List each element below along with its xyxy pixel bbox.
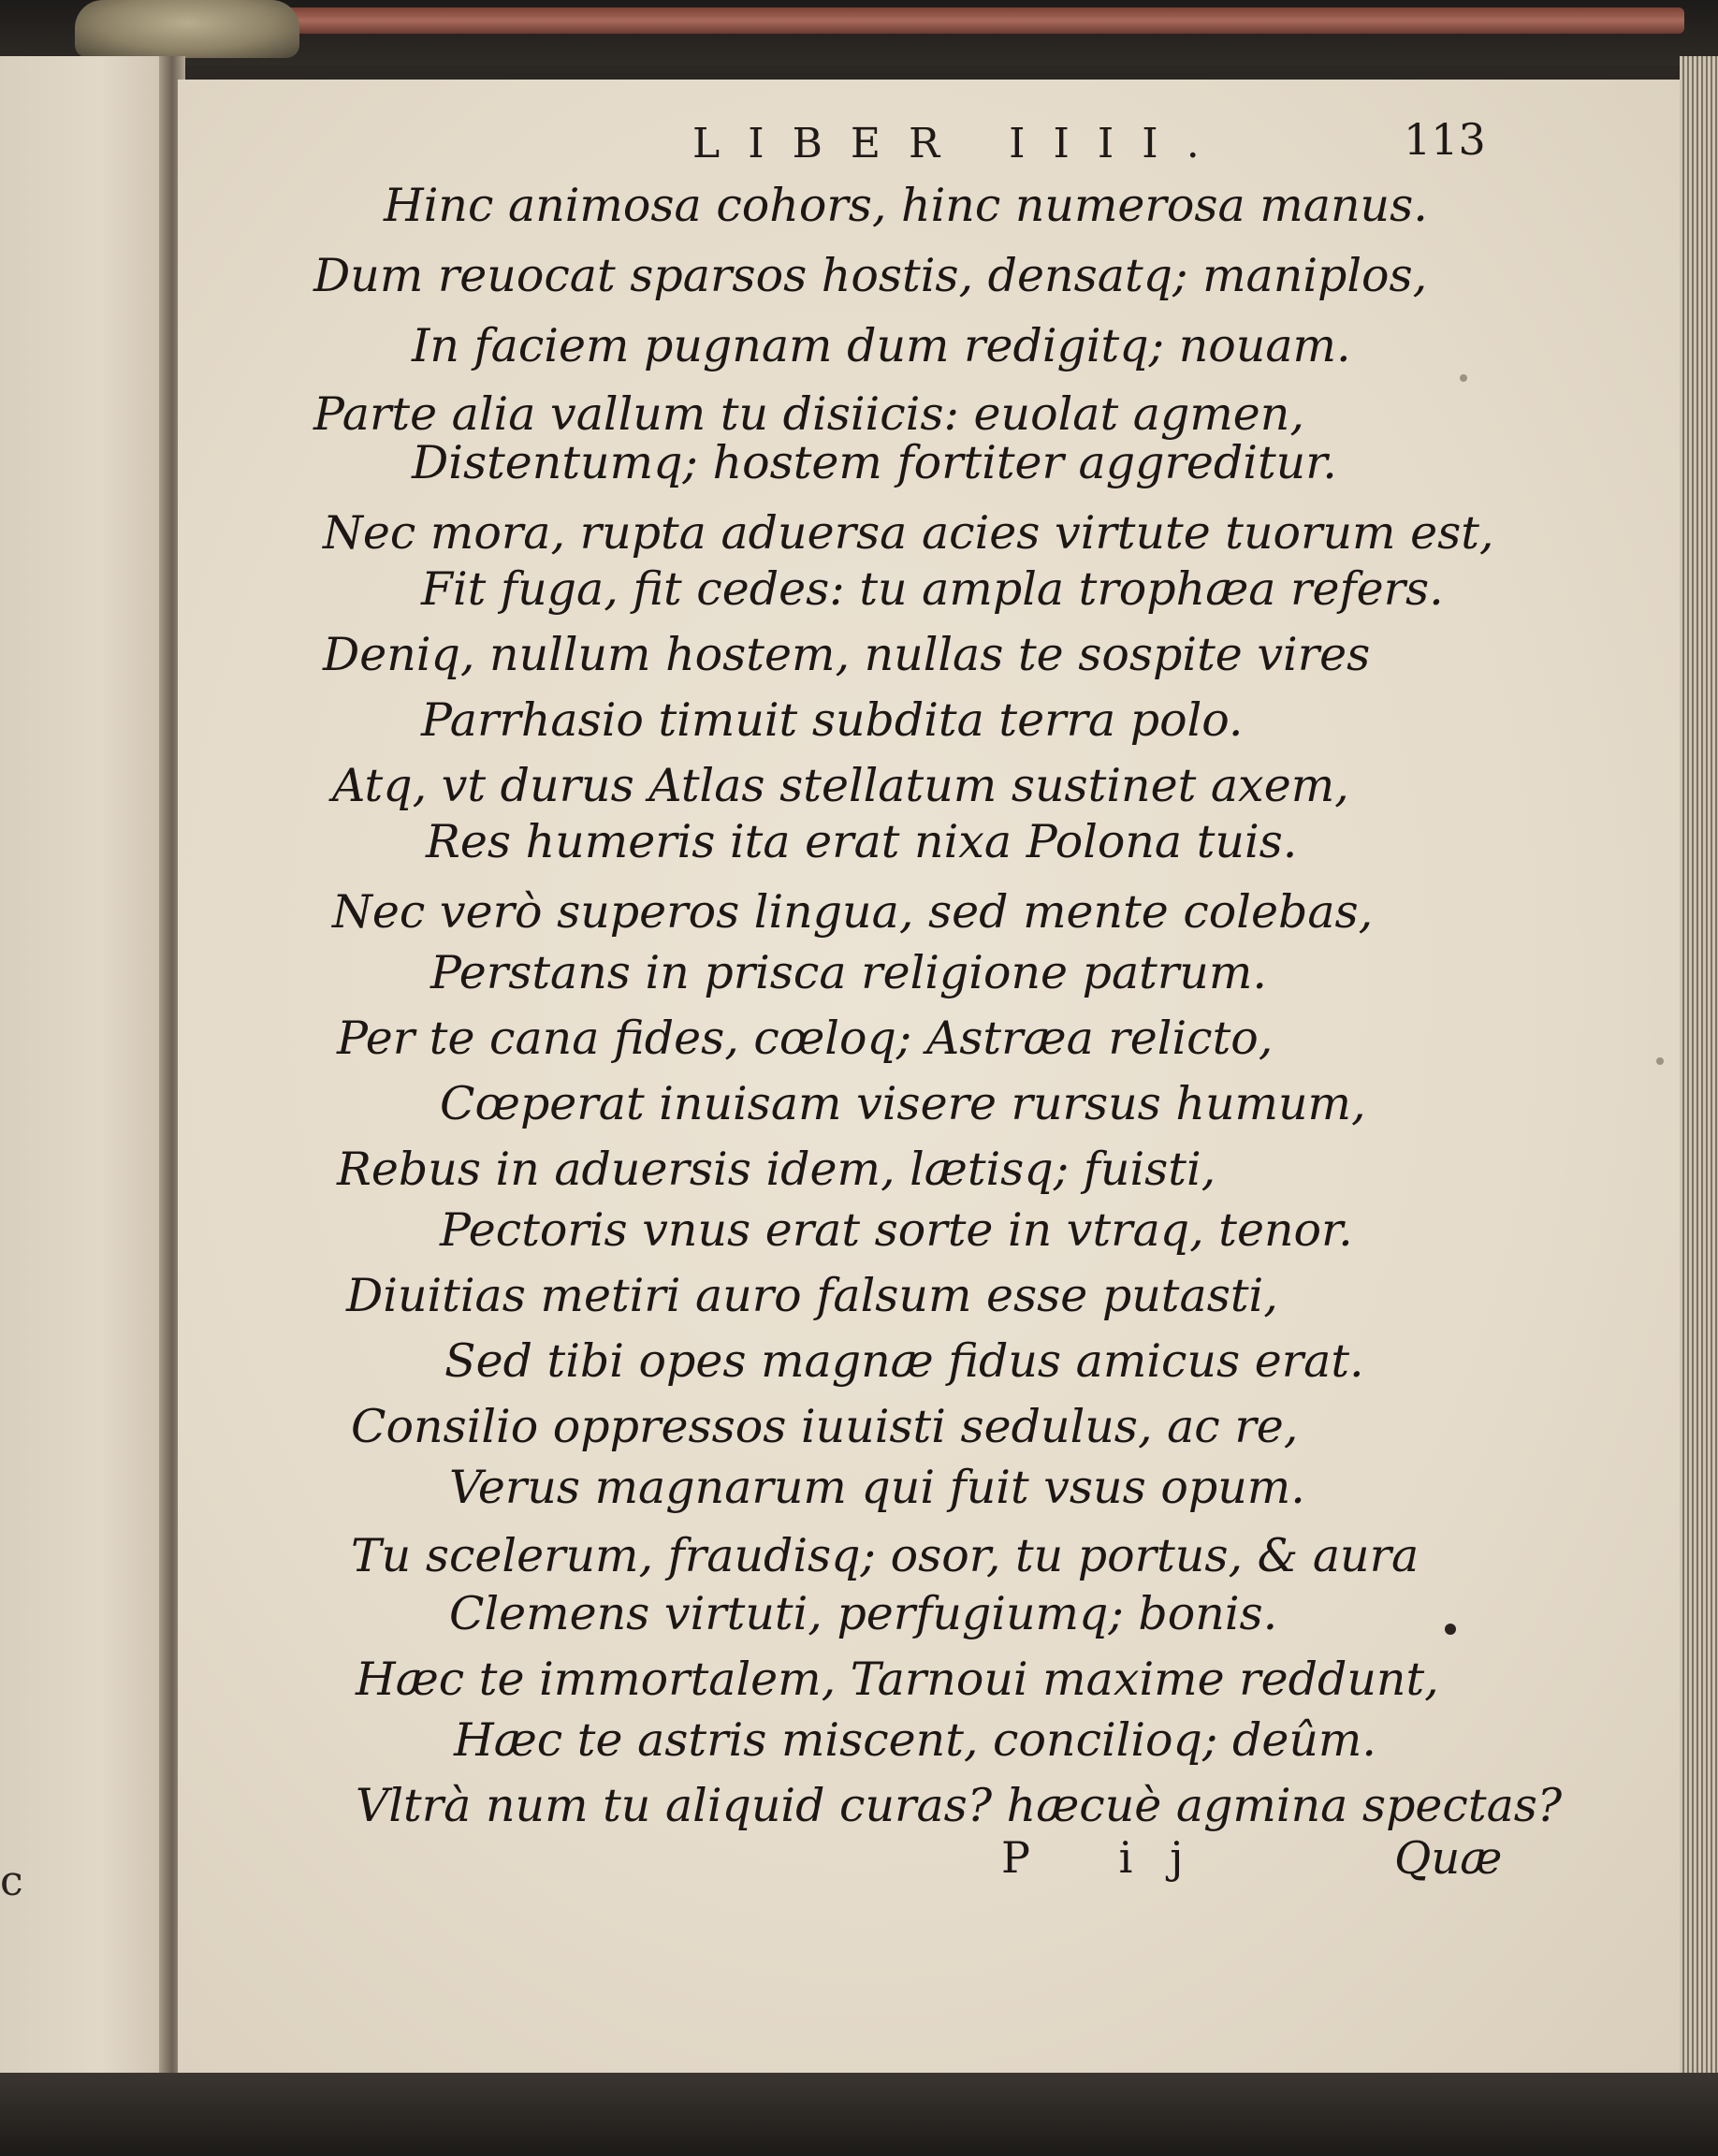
verse-line: Perstans in prisca religione patrum. (430, 946, 1267, 999)
verse-line: Consilio oppressos iuuisti sedulus, ac re, (351, 1400, 1299, 1453)
verse-line: Fit fuga, fit cedes: tu ampla trophæa refers. (421, 562, 1444, 616)
verse-line: Deniq, nullum hostem, nullas te sospite vires (323, 628, 1371, 681)
verse-line: Nec mora, rupta aduersa acies virtute tuorum est, (323, 506, 1494, 560)
page-edge-red (281, 7, 1684, 34)
verse-line: Clemens virtuti, perfugiumq; bonis. (449, 1587, 1278, 1640)
verse-line: Res humeris ita erat nixa Polona tuis. (426, 815, 1298, 868)
bottom-edge (0, 2073, 1718, 2156)
verse-line: Rebus in aduersis idem, lætisq; fuisti, (337, 1143, 1216, 1196)
verse-line: Tu scelerum, fraudisq; osor, tu portus, & aura (351, 1529, 1420, 1582)
verse-line: Cœperat inuisam visere rursus humum, (440, 1077, 1366, 1130)
left-page (0, 56, 168, 2087)
left-page-fragment: c (0, 1857, 23, 1905)
verse-line: Atq, vt durus Atlas stellatum sustinet axem, (332, 759, 1349, 812)
verse-line: Diuitias metiri auro falsum esse putasti, (346, 1269, 1278, 1322)
ink-spot (1445, 1624, 1456, 1635)
verse-line: Hæc te immortalem, Tarnoui maxime reddunt, (356, 1653, 1439, 1706)
verse-line: Pectoris vnus erat sorte in vtraq, tenor. (440, 1203, 1353, 1257)
page-edges-stack (1680, 56, 1718, 2105)
verse-line: Per te cana fides, cœloq; Astræa relicto, (337, 1012, 1274, 1065)
verse-line: Dum reuocat sparsos hostis, densatq; maniplos, (313, 249, 1428, 302)
verse-line: Verus magnarum qui fuit vsus opum. (449, 1461, 1305, 1514)
verse-line: Parrhasio timuit subdita terra polo. (421, 693, 1244, 747)
verse-line: Vltrà num tu aliquid curas? hæcuè agmina spectas? (356, 1779, 1563, 1832)
verse-line: Hæc te astris miscent, concilioq; deûm. (454, 1713, 1376, 1767)
margin-spot (1656, 1057, 1664, 1065)
catchword: Quæ (1394, 1832, 1503, 1885)
verse-line: Nec verò superos lingua, sed mente colebas, (332, 885, 1374, 939)
page-number: 113 (1404, 114, 1486, 165)
binding-cord (75, 0, 299, 58)
verse-line: Sed tibi opes magnæ fidus amicus erat. (444, 1334, 1364, 1388)
verse-line: Parte alia vallum tu disiicis: euolat agmen, (313, 387, 1304, 441)
margin-spot (1460, 374, 1467, 382)
running-head: LIBER IIII. (692, 120, 1228, 168)
signature-mark: P ij (1001, 1832, 1221, 1883)
verse-line: In faciem pugnam dum redigitq; nouam. (412, 319, 1351, 372)
verse-line: Distentumq; hostem fortiter aggreditur. (412, 436, 1337, 489)
verse-line: Hinc animosa cohors, hinc numerosa manus. (384, 179, 1428, 232)
